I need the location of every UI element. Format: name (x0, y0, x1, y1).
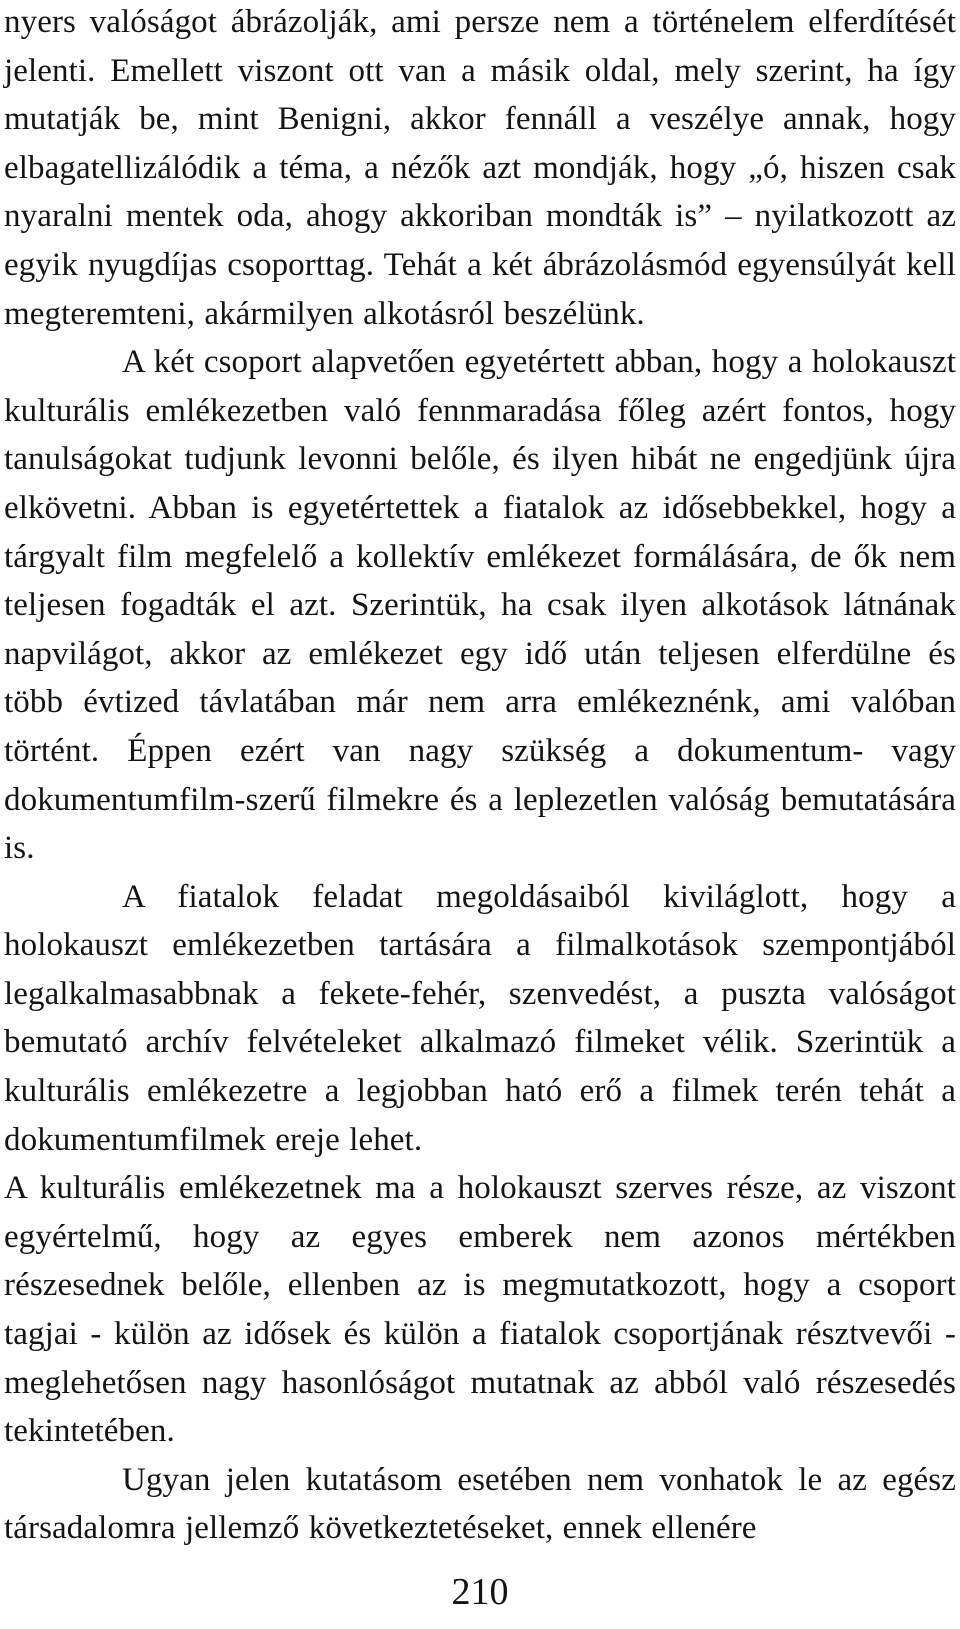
paragraph-5: Ugyan jelen kutatásom esetében nem vonhatok le az egész társadalomra jellemző következtetéseket, ennek ellenére (4, 1461, 956, 1547)
paragraph-3: A fiatalok feladat megoldásaiból kiviláglott, hogy a holokauszt emlékezetben tartására a filmalkotások szempontjából legalkalmasabbnak a fekete-fehér, szenvedést, a puszta valóságot bemutató archív felvételeket alkalmazó filmeket vélik. Szerintük a kulturális emlékezetre a legjobban ható erő a filmek terén tehát a dokumentumfilmek ereje lehet. (4, 878, 956, 1158)
paragraph-1: nyers valóságot ábrázolják, ami persze nem a történelem elferdítését jelenti. Emellett viszont ott van a másik oldal, mely szerint, ha így mutatják be, mint Benigni, akkor fennáll a veszélye annak, hogy elbagatellizálódik a téma, a nézők azt mondják, hogy „ó, hiszen csak nyaralni mentek oda, ahogy akkoriban mondták is” – nyilatkozott az egyik nyugdíjas csoporttag. Tehát a két ábrázolásmód egyensúlyát kell megteremteni, akármilyen alkotásról beszélünk. (4, 4, 956, 332)
paragraph-2: A két csoport alapvetően egyetértett abban, hogy a holokauszt kulturális emlékezetben való fennmaradása főleg azért fontos, hogy tanulságokat tudjunk levonni belőle, és ilyen hibát ne engedjünk újra elkövetni. Abban is egyetértettek a fiatalok az idősebbekkel, hogy a tárgyalt film megfelelő a kollektív emlékezet formálására, de ők nem teljesen fogadták el azt. Szerintük, ha csak ilyen alkotások látnának napvilágot, akkor az emlékezet egy idő után teljesen elferdülne és több évtized távlatában már nem arra emlékeznénk, ami valóban történt. Éppen ezért van nagy szükség a dokumentum- vagy dokumentumfilm-szerű filmekre és a leplezetlen valóság bemutatására is. (4, 344, 956, 867)
page-body (4, 0, 956, 1553)
page-number: 210 (451, 1571, 509, 1613)
paragraph-4: A kulturális emlékezetnek ma a holokauszt szerves része, az viszont egyértelmű, hogy az egyes emberek nem azonos mértékben részesednek belőle, ellenben az is megmutatkozott, hogy a csoport tagjai - külön az idősek és külön a fiatalok csoportjának résztvevői - meglehetősen nagy hasonlóságot mutatnak az abból való részesedés tekintetében. (4, 1170, 956, 1450)
